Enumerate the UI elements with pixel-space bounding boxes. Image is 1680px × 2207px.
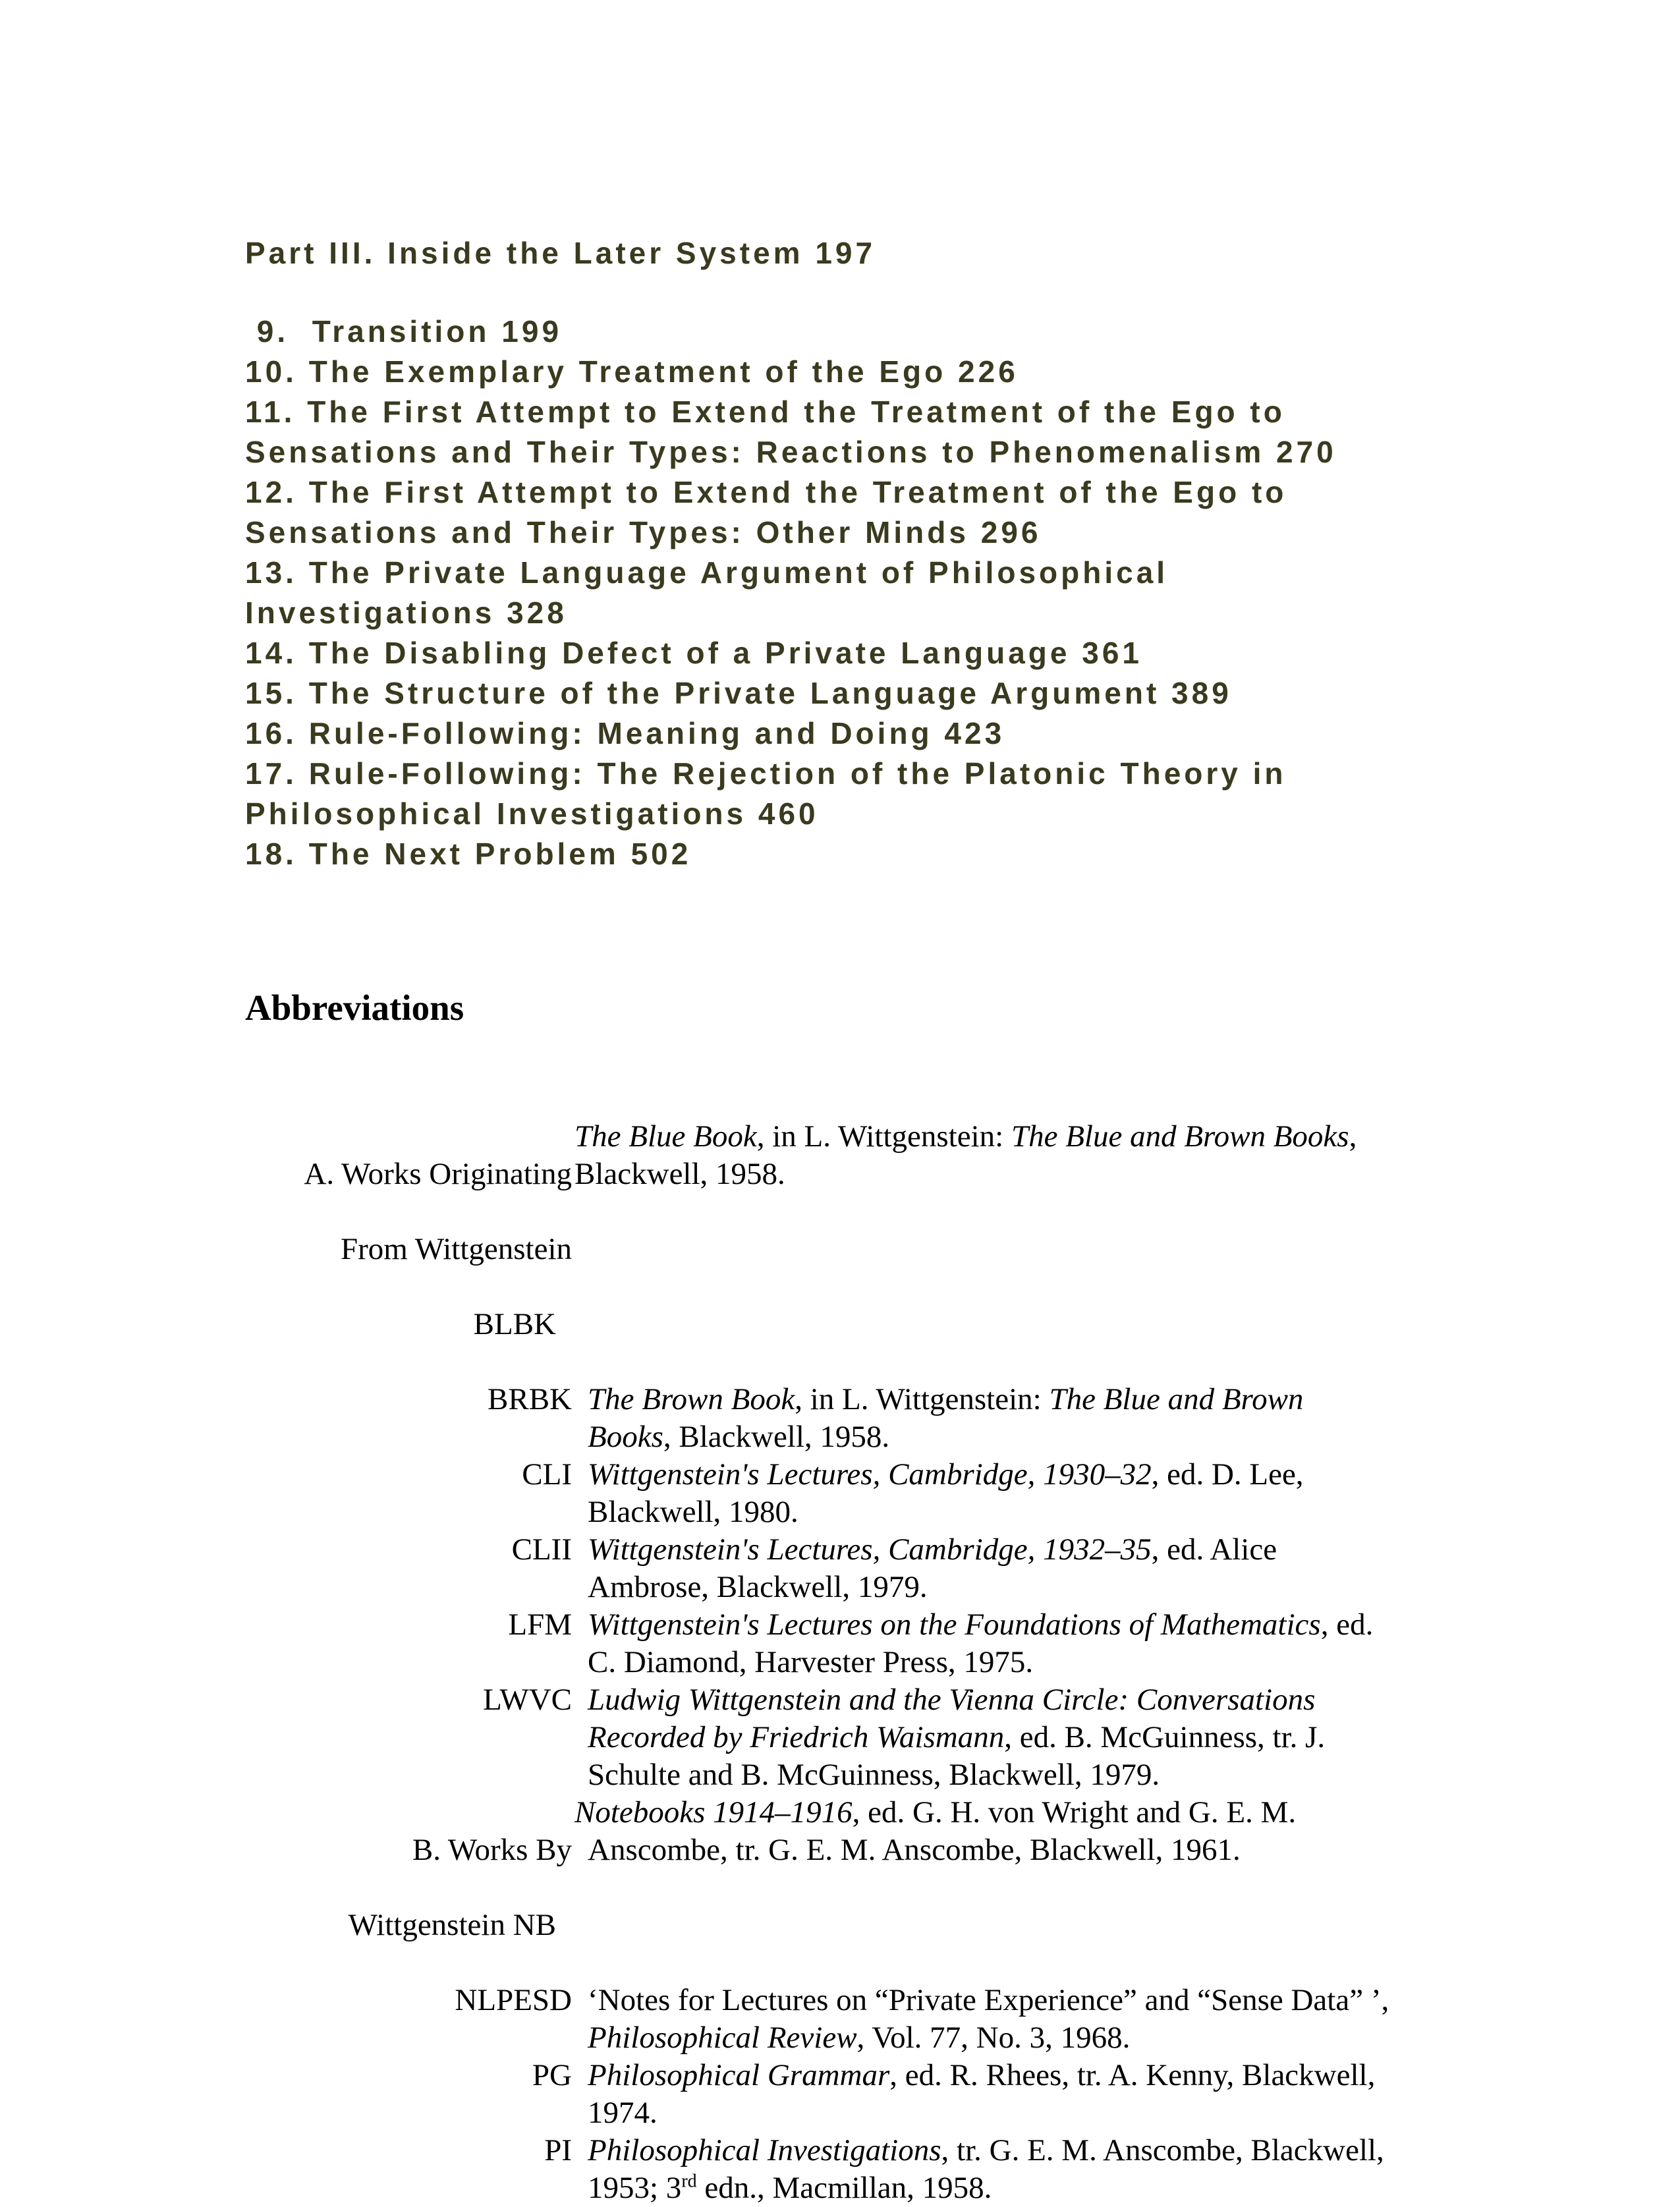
text: Ambrose, Blackwell, 1979. bbox=[588, 1570, 928, 1604]
toc-entry: Sensations and Their Types: Other Minds 296 bbox=[245, 515, 1042, 549]
table-of-contents bbox=[245, 233, 1497, 874]
toc-entry: 12. The First Attempt to Extend the Treatment of the Ego to bbox=[245, 475, 1287, 509]
text: edn., Macmillan, 1958. bbox=[696, 2171, 992, 2205]
text: Schulte and B. McGuinness, Blackwell, 1979. bbox=[588, 1758, 1160, 1792]
abbreviation-row bbox=[0, 1381, 1680, 1456]
abbreviation-row bbox=[0, 2057, 1680, 2132]
toc-entry: 14. The Disabling Defect of a Private Language 361 bbox=[245, 636, 1143, 670]
work-title: Books bbox=[588, 1420, 663, 1454]
abbreviations-heading: Abbreviations bbox=[245, 988, 464, 1028]
text: C. Diamond, Harvester Press, 1975. bbox=[588, 1645, 1034, 1679]
toc-entry: Philosophical Investigations 460 bbox=[245, 796, 819, 831]
toc-entry: 10. The Exemplary Treatment of the Ego 226 bbox=[245, 354, 1019, 389]
toc-entry: Sensations and Their Types: Reactions to Phenomenalism 270 bbox=[245, 435, 1337, 469]
abbreviation-description bbox=[572, 1531, 1428, 1606]
text: , bbox=[1349, 1119, 1357, 1154]
abbreviation-description bbox=[572, 2057, 1428, 2132]
abbreviation-description bbox=[572, 1381, 1428, 1456]
abbreviation-row bbox=[0, 1531, 1680, 1606]
abbreviation-description bbox=[572, 1118, 1428, 1381]
work-title: The Brown Book bbox=[588, 1382, 795, 1416]
text: Blackwell, 1980. bbox=[588, 1495, 798, 1529]
work-title: Philosophical Review bbox=[588, 2021, 857, 2055]
text: , Vol. 77, No. 3, 1968. bbox=[856, 2021, 1131, 2055]
abbreviation-code: LWVC bbox=[483, 1683, 572, 1717]
abbreviation-code: PG bbox=[532, 2058, 572, 2092]
abbreviation-description bbox=[572, 1982, 1428, 2057]
abbreviation-code: PI bbox=[544, 2133, 572, 2167]
work-title: Wittgenstein's Lectures, Cambridge, 1932–35 bbox=[588, 1532, 1152, 1567]
work-title: Ludwig Wittgenstein and the Vienna Circle: Conversations bbox=[588, 1683, 1316, 1717]
abbreviation-description bbox=[572, 1456, 1428, 1531]
abbreviation-code: CLII bbox=[511, 1532, 572, 1567]
toc-entry: 9. Transition 199 bbox=[245, 314, 563, 349]
text: Anscombe, tr. G. E. M. Anscombe, Blackwell, 1961. bbox=[588, 1833, 1241, 1867]
text: , ed. R. Rhees, tr. A. Kenny, Blackwell, bbox=[889, 2058, 1376, 2092]
toc-entry: 16. Rule-Following: Meaning and Doing 423 bbox=[245, 716, 1005, 750]
abbreviation-code: NLPESD bbox=[455, 1983, 572, 2017]
work-title: Recorded by Friedrich Waismann bbox=[588, 1720, 1005, 1754]
work-title: The Blue and Brown bbox=[1049, 1382, 1304, 1416]
toc-entry: Investigations 328 bbox=[245, 596, 567, 630]
part-heading: Part III. Inside the Later System 197 bbox=[245, 236, 876, 270]
abbreviation-description bbox=[572, 1681, 1428, 1794]
abbreviation-key bbox=[0, 1118, 572, 1381]
toc-entry: 17. Rule-Following: The Rejection of the Platonic Theory in bbox=[245, 756, 1287, 791]
text: , ed. B. McGuinness, tr. J. bbox=[1004, 1720, 1326, 1754]
superscript: rd bbox=[681, 2171, 697, 2192]
abbreviation-description bbox=[572, 1606, 1428, 1681]
work-title: The Blue and Brown Books bbox=[1011, 1119, 1349, 1154]
work-title: Wittgenstein's Lectures, Cambridge, 1930–32 bbox=[588, 1457, 1152, 1492]
abbreviation-row bbox=[0, 1794, 1680, 1982]
abbreviation-code: BRBK bbox=[488, 1382, 572, 1416]
abbreviation-row bbox=[0, 1456, 1680, 1531]
text: , in L. Wittgenstein: bbox=[756, 1119, 1011, 1154]
work-title: Philosophical Grammar bbox=[588, 2058, 890, 2092]
text: Blackwell, 1958. bbox=[574, 1157, 785, 1191]
text: , ed. D. Lee, bbox=[1151, 1457, 1304, 1492]
text: , Blackwell, 1958. bbox=[663, 1420, 890, 1454]
abbreviation-row bbox=[0, 1681, 1680, 1794]
abbreviation-description bbox=[572, 1794, 1428, 1982]
section-b-label: B. Works By bbox=[412, 1833, 572, 1867]
work-title: Notebooks 1914–1916 bbox=[574, 1795, 853, 1830]
abbreviation-row bbox=[0, 2132, 1680, 2207]
abbreviation-code: LFM bbox=[508, 1607, 572, 1642]
text: , ed. Alice bbox=[1151, 1532, 1277, 1567]
text: , in L. Wittgenstein: bbox=[795, 1382, 1050, 1416]
work-title: Wittgenstein's Lectures on the Foundations of Mathematics bbox=[588, 1607, 1321, 1642]
abbreviation-description bbox=[572, 2132, 1428, 2207]
toc-entry: 13. The Private Language Argument of Philosophical bbox=[245, 555, 1169, 590]
text: , tr. G. E. M. Anscombe, Blackwell, bbox=[941, 2133, 1384, 2167]
section-a-label: A. Works Originating bbox=[304, 1157, 572, 1191]
abbreviation-key bbox=[0, 1794, 572, 1982]
text: , ed. bbox=[1320, 1607, 1374, 1642]
text: 1953; 3 bbox=[588, 2171, 682, 2205]
abbreviation-row bbox=[0, 1606, 1680, 1681]
abbreviations-list bbox=[0, 1118, 1680, 2207]
toc-entry: 11. The First Attempt to Extend the Treatment of the Ego to bbox=[245, 395, 1285, 429]
toc-entry: 18. The Next Problem 502 bbox=[245, 837, 692, 871]
work-title: Philosophical Investigations bbox=[588, 2133, 941, 2167]
text: 1974. bbox=[588, 2096, 658, 2130]
section-b-label: Wittgenstein NB bbox=[348, 1908, 556, 1942]
text: ‘Notes for Lectures on “Private Experience” and “Sense Data” ’, bbox=[588, 1983, 1389, 2017]
abbreviation-row bbox=[0, 1982, 1680, 2057]
abbreviation-row bbox=[0, 1118, 1680, 1381]
abbreviation-code: CLI bbox=[522, 1457, 572, 1492]
toc-entry: 15. The Structure of the Private Language Argument 389 bbox=[245, 676, 1232, 710]
section-a-label: From Wittgenstein bbox=[340, 1232, 572, 1266]
text: , ed. G. H. von Wright and G. E. M. bbox=[852, 1795, 1297, 1830]
abbreviation-code: BLBK bbox=[473, 1307, 556, 1341]
work-title: The Blue Book bbox=[574, 1119, 757, 1154]
